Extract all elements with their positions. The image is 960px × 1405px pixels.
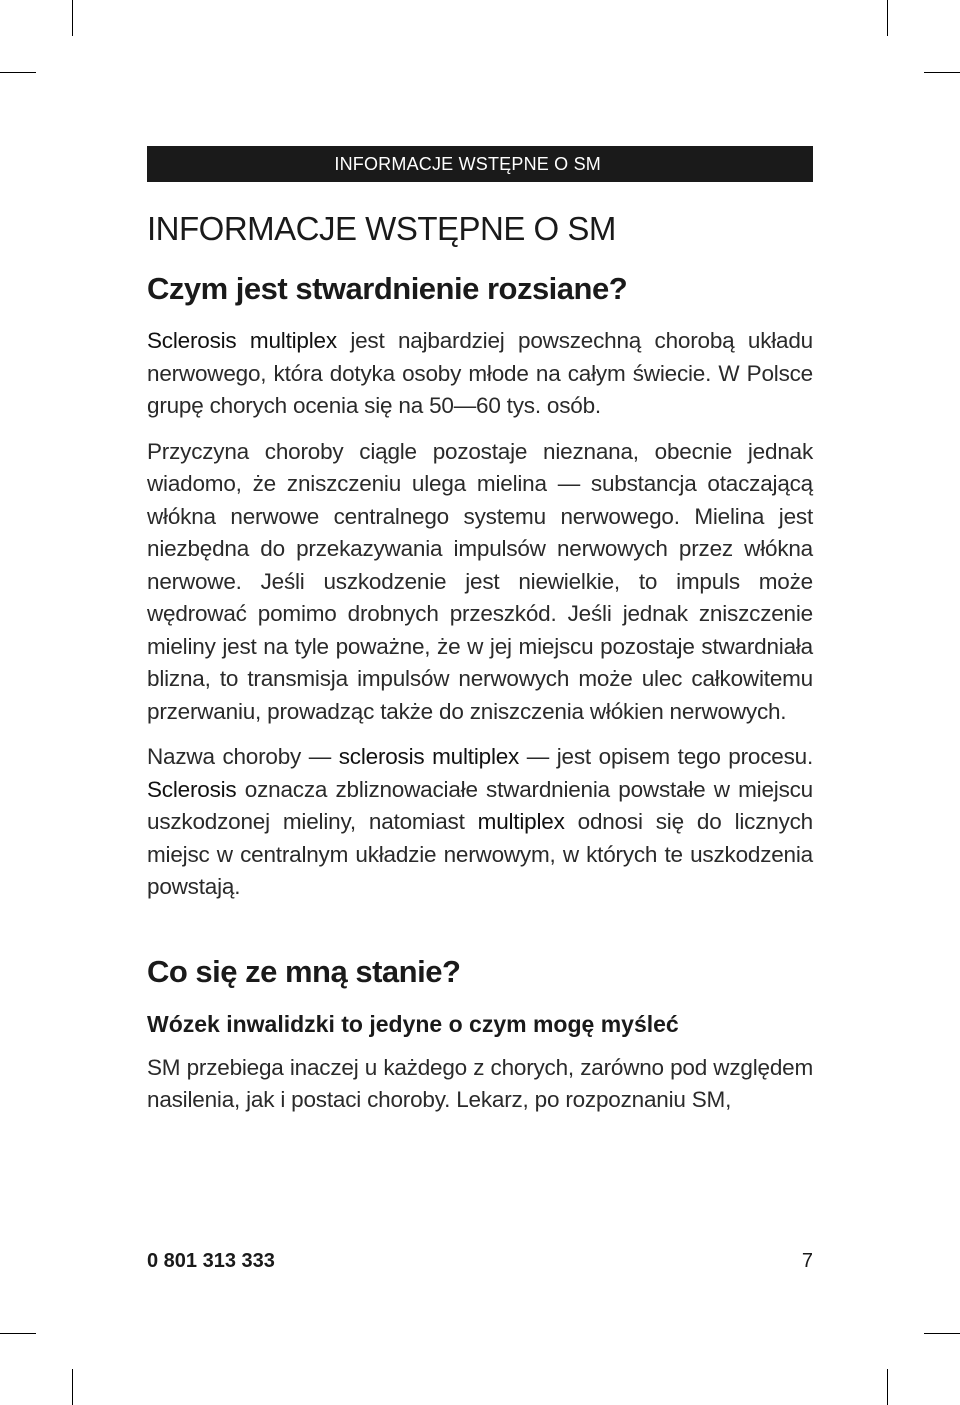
paragraph: SM przebiega inaczej u każdego z chorych, zarówno pod względem nasilenia, jak i postaci choroby. Lekarz, po rozpoznaniu SM, [147,1054,813,1112]
footer-phone: 0 801 313 333 [147,1250,275,1272]
crop-mark [72,0,73,36]
crop-mark [0,1333,36,1334]
chapter-title: INFORMACJE WSTĘPNE O SM [147,210,616,247]
paragraph-text: oznacza zbliznowaciałe stwardnienia powstałe w miejscu uszkodzonej mieliny, natomiast [147,776,813,834]
paragraph-text: Nazwa choroby — [147,744,339,769]
paragraph-text: odnosi się do licznych miejsc w centralnym układzie nerwowym, w których te uszkodzenia powstają. [147,809,813,899]
paragraph: Przyczyna choroby ciągle pozostaje nieznana, obecnie jednak wiadomo, że zniszczeniu ulega mielina — substancja otaczającą włókna nerwowe centralnego systemu nerwowego. Mielina jest niezbędna do przekazywania impulsów nerwowych przez włókna nerwowe. Jeśli uszkodzenie jest niewielkie, to impuls może wędrować pomimo drobnych przeszkód. Jeśli jednak zniszczenie mieliny jest na tyle poważne, że w jej miejscu pozostaje stwardniała blizna, to transmisja impulsów nerwowych może ulec całkowitemu przerwaniu, prowadząc także do zniszczenia włókien nerwowych. [147,438,813,724]
term: multiplex [477,809,565,834]
crop-mark [0,72,36,73]
page-content [147,205,813,1117]
paragraph [147,741,813,904]
term: Sclerosis [147,776,237,802]
crop-mark [924,72,960,73]
paragraph-text: — jest opisem tego procesu. [519,744,813,769]
crop-mark [887,1369,888,1405]
section-title: Co się ze mną stanie? [147,953,461,989]
term: sclerosis multiplex [338,744,520,769]
subsection-title: Wózek inwalidzki to jedyne o czym mogę myśleć [147,1010,679,1037]
running-header: INFORMACJE WSTĘPNE O SM [147,146,813,182]
paragraph-text: jest najbardziej powszechną chorobą układu nerwowego, która dotyka osoby młode na całym świecie. W Polsce grupę chorych ocenia się na 50—60 tys. osób. [147,328,813,418]
section-title: Czym jest stwardnienie rozsiane? [147,271,628,306]
term: Sclerosis multiplex [147,328,337,353]
paragraph [147,325,813,423]
crop-mark [887,0,888,36]
crop-mark [924,1333,960,1334]
page-number: 7 [801,1250,813,1272]
crop-mark [72,1369,73,1405]
